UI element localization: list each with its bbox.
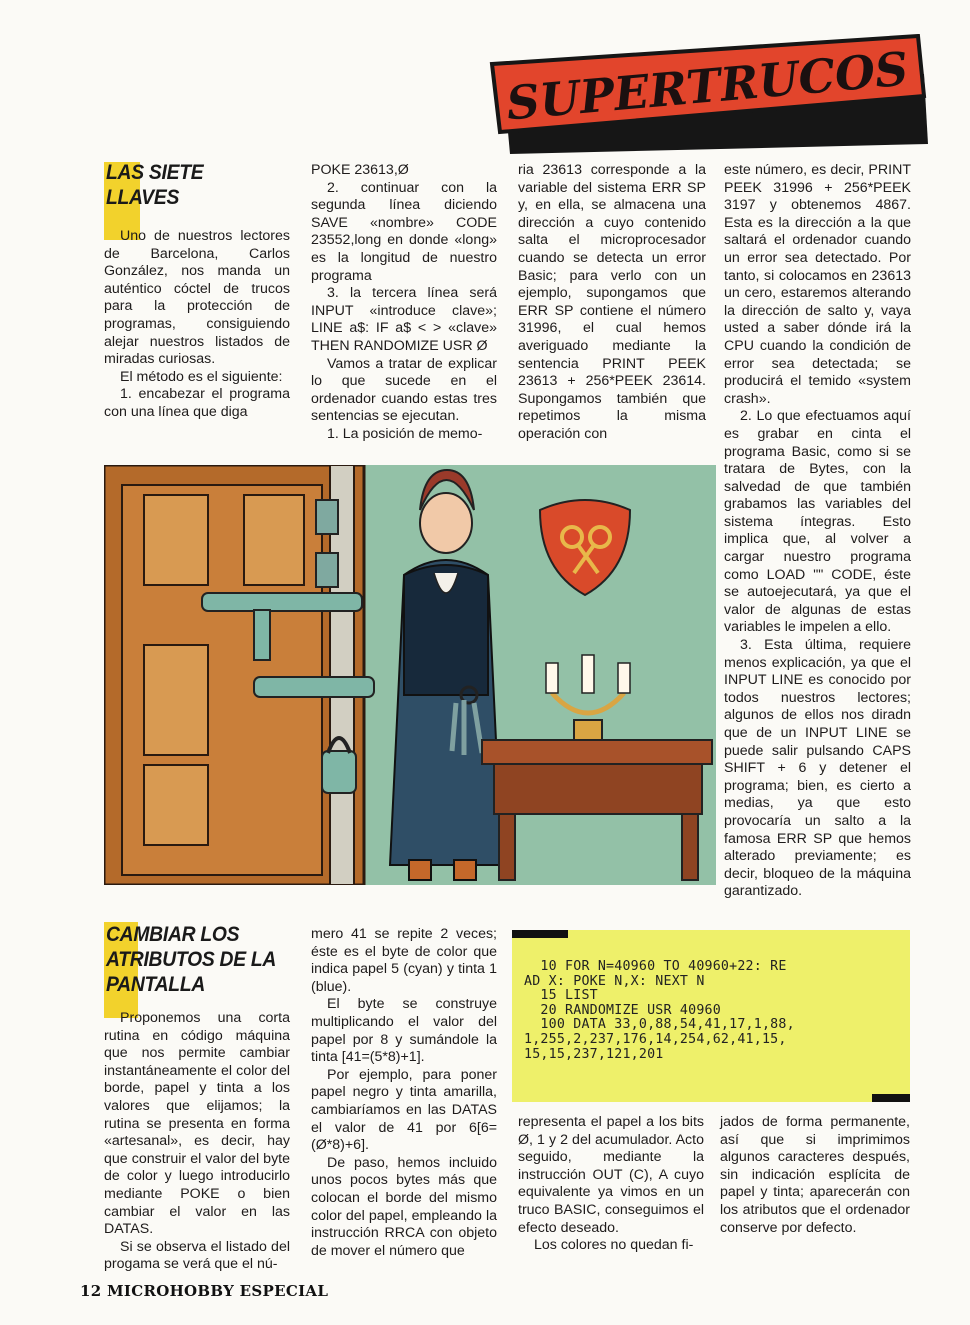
- article1-heading-line2: LLAVES: [106, 186, 180, 209]
- supertrucos-banner: [484, 34, 930, 154]
- article2-heading-line3: PANTALLA: [106, 973, 206, 996]
- basic-listing: [512, 930, 910, 1102]
- illustration-door-and-keys: [104, 465, 716, 885]
- page-footer: 12 MICROHOBBY ESPECIAL: [80, 1282, 329, 1300]
- paragraph: ria 23613 corresponde a la variable del sistema ERR SP y, en ella, se almacena una dirección a cuyo contenido salta el microprocesador cuando se detecta un error Basic; para verlo con un ejemplo, supongamos que ERR SP contiene el número 31996, el cual hemos averiguado mediante la sentencia PRINT PEEK 23613 + 256*PEEK 23614. Supongamos también que repetimos la misma operación con: [518, 162, 706, 442]
- paragraph: 1. La posición de memo-: [327, 425, 483, 442]
- paragraph: jados de forma permanente, así que si imprimimos algunos caracteres después, sin indicación esplícita de papel y tinta; aparecerán con los atributos que el ordenador conserve por defecto.: [720, 1114, 910, 1236]
- illustration-graphic: [104, 465, 716, 885]
- paragraph: 2. Lo que efectuamos aquí es grabar en cinta el programa Basic, como si se tratara de Bytes, con la salvedad de que también grabamos las variables del sistema íntegras. Esto implica que, al volver a cargar nuestro programa como LOAD "" CODE, éste se autoejecutará, ya que el valor de algunas de estas variables le impelen a ello.: [724, 408, 911, 636]
- article2-column-1: [104, 1010, 290, 1274]
- paragraph: mero 41 se repite 2 veces; éste es el byte de color que indica papel 5 (cyan) y tinta 1 (blue).: [311, 926, 497, 995]
- paragraph: Por ejemplo, para poner papel negro y tinta amarilla, cambiaríamos en las DATAS el valor de 41 por 6[6=(Ø*8)+6].: [311, 1066, 497, 1154]
- article2-heading: [106, 922, 291, 997]
- article2-column-4: [720, 1114, 910, 1237]
- paragraph: Vamos a tratar de explicar lo que sucede en el ordenador cuando estas tres sentencias se ejecutan.: [311, 355, 497, 425]
- article2-column-3: [518, 1114, 704, 1255]
- article1-column-3: [518, 162, 706, 444]
- banner-graphic: [484, 34, 930, 154]
- paragraph: Los colores no quedan fi-: [534, 1237, 694, 1254]
- listing-code: 10 FOR N=40960 TO 40960+22: RE AD X: POKE N,X: NEXT N 15 LIST 20 RANDOMIZE USR 40960 100 DATA 33,0,88,54,41,17,1,88, 1,255,2,237,176,14,254,62,41,15, 15,15,237,121,201: [524, 959, 795, 1062]
- article2-column-2: [311, 926, 497, 1260]
- paragraph: representa el papel a los bits Ø, 1 y 2 del acumulador. Acto seguido, mediante la instrucción OUT (C), A cuyo equivalente ya vimos en un truco BASIC, conseguimos el efecto deseado.: [518, 1114, 704, 1236]
- paragraph: 3. la tercera línea será INPUT «introduce clave»; LINE a$: IF a$ < > «clave» THEN RANDOMIZE USR Ø: [311, 285, 497, 354]
- paragraph: De paso, hemos incluido unos pocos bytes más que colocan el borde del mismo color del papel, empleando la instrucción RRCA con objeto de mover el número que: [311, 1154, 497, 1259]
- listing-corner-mark: [512, 930, 568, 938]
- article1-heading-line1: LAS SIETE: [106, 161, 204, 184]
- paragraph: El byte se construye multiplicando el valor del papel por 8 y sumándole la tinta [41=(5*8)+1].: [311, 996, 497, 1066]
- article1-heading: [106, 160, 212, 210]
- article1-column-1: [104, 228, 290, 422]
- article1-column-4: [724, 162, 911, 901]
- paragraph: POKE 23613,Ø: [311, 162, 409, 178]
- paragraph: El método es el siguiente:: [120, 368, 283, 385]
- paragraph: este número, es decir, PRINT PEEK 31996 + 256*PEEK 3197 y obtenemos 4867. Esta es la dirección a la que saltará el ordenador cuando un error sea detectado. Por tanto, si colocamos en 23613 un cero, estaremos alterando la dirección de salto y, vaya usted a saber dónde irá la CPU cuando la condición de error sea detectada; se producirá el temido «system crash».: [724, 162, 911, 407]
- article1-column-2: [311, 162, 497, 444]
- paragraph: 2. continuar con la segunda línea diciendo SAVE «nombre» CODE 23552,long en donde «long» es la longitud de nuestro programa: [311, 179, 497, 284]
- paragraph: Uno de nuestros lectores de Barcelona, Carlos González, nos manda un auténtico cóctel de trucos para la protección de programas, consiguiendo alejar nuestros listados de miradas curiosas.: [104, 228, 290, 368]
- paragraph: 1. encabezar el programa con una línea que diga: [104, 386, 290, 420]
- paragraph: Proponemos una corta rutina en código máquina que nos permite cambiar instantáneamente el color del borde, papel y tinta a los valores que elijamos; la rutina se presenta en forma «artesanal», es decir, hay que construir el valor del byte de color y luego introducirlo mediante POKE o bien cambiar el valor en las DATAS.: [104, 1010, 290, 1238]
- listing-corner-mark: [872, 1094, 910, 1102]
- banner-title: SUPERTRUCOS: [504, 41, 911, 131]
- article2-heading-line1: CAMBIAR LOS: [106, 923, 240, 946]
- paragraph: Si se observa el listado del progama se verá que el nú-: [104, 1238, 290, 1273]
- article2-heading-line2: ATRIBUTOS DE LA: [106, 948, 277, 971]
- paragraph: 3. Esta última, requiere menos explicación, ya que el INPUT LINE es conocido por todos nuestros lectores; algunos de ellos nos diradn que de un INPUT LINE se puede salir pulsando CAPS SHIFT + 6 y detener el programa; bien, es cierto a medias, ya que esto provocaría un salto a la famosa ERR SP que hemos alterado previamente; es decir, bloqueo de la máquina garantizado.: [724, 637, 911, 900]
